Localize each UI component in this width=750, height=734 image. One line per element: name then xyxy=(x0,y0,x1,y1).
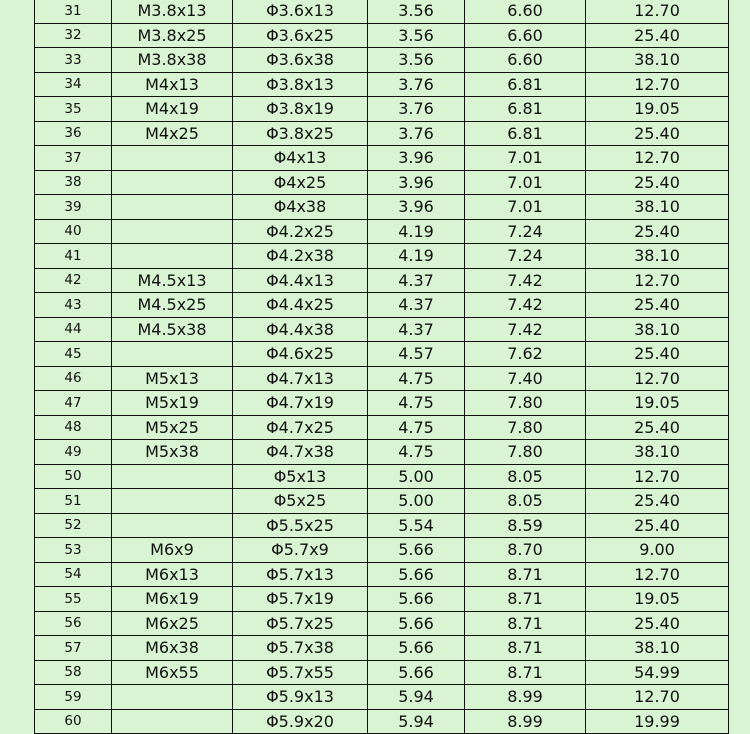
diameter-size-cell: Φ5.7x19 xyxy=(233,587,368,612)
table-row xyxy=(35,48,729,73)
metric-size-cell xyxy=(112,464,233,489)
inner-diameter-cell: 5.66 xyxy=(368,636,465,661)
length-cell: 25.40 xyxy=(586,121,729,146)
diameter-size-cell: Φ5x13 xyxy=(233,464,368,489)
inner-diameter-cell: 5.66 xyxy=(368,562,465,587)
outer-diameter-cell: 7.01 xyxy=(465,146,586,171)
length-cell: 12.70 xyxy=(586,562,729,587)
metric-size-cell: M5x38 xyxy=(112,440,233,465)
outer-diameter-cell: 8.71 xyxy=(465,611,586,636)
row-number-cell: 60 xyxy=(35,709,112,734)
length-cell: 54.99 xyxy=(586,660,729,685)
inner-diameter-cell: 3.56 xyxy=(368,23,465,48)
length-cell: 38.10 xyxy=(586,317,729,342)
length-cell: 25.40 xyxy=(586,293,729,318)
inner-diameter-cell: 5.94 xyxy=(368,685,465,710)
outer-diameter-cell: 7.42 xyxy=(465,317,586,342)
metric-size-cell: M3.8x25 xyxy=(112,23,233,48)
length-cell: 19.05 xyxy=(586,587,729,612)
metric-size-cell xyxy=(112,342,233,367)
length-cell: 25.40 xyxy=(586,611,729,636)
table-row xyxy=(35,415,729,440)
outer-diameter-cell: 7.42 xyxy=(465,268,586,293)
length-cell: 19.05 xyxy=(586,97,729,122)
length-cell: 19.05 xyxy=(586,391,729,416)
table-row xyxy=(35,440,729,465)
length-cell: 38.10 xyxy=(586,440,729,465)
outer-diameter-cell: 8.05 xyxy=(465,464,586,489)
row-number-cell: 42 xyxy=(35,268,112,293)
inner-diameter-cell: 5.00 xyxy=(368,489,465,514)
metric-size-cell: M4x19 xyxy=(112,97,233,122)
row-number-cell: 43 xyxy=(35,293,112,318)
inner-diameter-cell: 4.75 xyxy=(368,366,465,391)
length-cell: 12.70 xyxy=(586,464,729,489)
length-cell: 12.70 xyxy=(586,0,729,23)
length-cell: 9.00 xyxy=(586,538,729,563)
metric-size-cell xyxy=(112,219,233,244)
inner-diameter-cell: 3.76 xyxy=(368,72,465,97)
inner-diameter-cell: 3.76 xyxy=(368,97,465,122)
metric-size-cell: M3.8x38 xyxy=(112,48,233,73)
length-cell: 38.10 xyxy=(586,195,729,220)
diameter-size-cell: Φ4.7x25 xyxy=(233,415,368,440)
outer-diameter-cell: 7.01 xyxy=(465,195,586,220)
table-row xyxy=(35,538,729,563)
diameter-size-cell: Φ5.9x13 xyxy=(233,685,368,710)
metric-size-cell xyxy=(112,170,233,195)
diameter-size-cell: Φ5.9x20 xyxy=(233,709,368,734)
inner-diameter-cell: 5.00 xyxy=(368,464,465,489)
size-table-body xyxy=(35,0,729,734)
outer-diameter-cell: 8.71 xyxy=(465,636,586,661)
row-number-cell: 50 xyxy=(35,464,112,489)
diameter-size-cell: Φ4.2x25 xyxy=(233,219,368,244)
length-cell: 12.70 xyxy=(586,685,729,710)
table-row xyxy=(35,464,729,489)
outer-diameter-cell: 7.24 xyxy=(465,219,586,244)
diameter-size-cell: Φ4x38 xyxy=(233,195,368,220)
outer-diameter-cell: 8.70 xyxy=(465,538,586,563)
outer-diameter-cell: 7.01 xyxy=(465,170,586,195)
inner-diameter-cell: 4.37 xyxy=(368,268,465,293)
metric-size-cell: M6x19 xyxy=(112,587,233,612)
length-cell: 12.70 xyxy=(586,268,729,293)
length-cell: 25.40 xyxy=(586,23,729,48)
inner-diameter-cell: 5.66 xyxy=(368,538,465,563)
table-row xyxy=(35,170,729,195)
inner-diameter-cell: 3.96 xyxy=(368,170,465,195)
diameter-size-cell: Φ5x25 xyxy=(233,489,368,514)
outer-diameter-cell: 6.81 xyxy=(465,97,586,122)
table-row xyxy=(35,660,729,685)
table-row xyxy=(35,219,729,244)
table-row xyxy=(35,195,729,220)
metric-size-cell: M6x55 xyxy=(112,660,233,685)
metric-size-cell xyxy=(112,685,233,710)
row-number-cell: 36 xyxy=(35,121,112,146)
inner-diameter-cell: 4.37 xyxy=(368,317,465,342)
diameter-size-cell: Φ4.4x13 xyxy=(233,268,368,293)
table-row xyxy=(35,636,729,661)
table-row xyxy=(35,293,729,318)
length-cell: 25.40 xyxy=(586,415,729,440)
row-number-cell: 46 xyxy=(35,366,112,391)
metric-size-cell: M3.8x13 xyxy=(112,0,233,23)
row-number-cell: 52 xyxy=(35,513,112,538)
inner-diameter-cell: 5.66 xyxy=(368,587,465,612)
inner-diameter-cell: 3.96 xyxy=(368,195,465,220)
table-row xyxy=(35,72,729,97)
row-number-cell: 47 xyxy=(35,391,112,416)
inner-diameter-cell: 5.94 xyxy=(368,709,465,734)
diameter-size-cell: Φ4.7x13 xyxy=(233,366,368,391)
table-row xyxy=(35,587,729,612)
diameter-size-cell: Φ4.7x19 xyxy=(233,391,368,416)
row-number-cell: 44 xyxy=(35,317,112,342)
metric-size-cell xyxy=(112,146,233,171)
inner-diameter-cell: 3.56 xyxy=(368,0,465,23)
table-row xyxy=(35,317,729,342)
metric-size-cell: M6x9 xyxy=(112,538,233,563)
metric-size-cell: M5x25 xyxy=(112,415,233,440)
row-number-cell: 53 xyxy=(35,538,112,563)
metric-size-cell: M4.5x38 xyxy=(112,317,233,342)
table-row xyxy=(35,244,729,269)
outer-diameter-cell: 7.62 xyxy=(465,342,586,367)
length-cell: 38.10 xyxy=(586,48,729,73)
row-number-cell: 41 xyxy=(35,244,112,269)
inner-diameter-cell: 3.56 xyxy=(368,48,465,73)
outer-diameter-cell: 7.80 xyxy=(465,415,586,440)
length-cell: 12.70 xyxy=(586,72,729,97)
table-row xyxy=(35,342,729,367)
row-number-cell: 49 xyxy=(35,440,112,465)
row-number-cell: 51 xyxy=(35,489,112,514)
metric-size-cell xyxy=(112,489,233,514)
outer-diameter-cell: 8.71 xyxy=(465,562,586,587)
row-number-cell: 59 xyxy=(35,685,112,710)
inner-diameter-cell: 4.75 xyxy=(368,440,465,465)
table-row xyxy=(35,366,729,391)
table-row xyxy=(35,121,729,146)
inner-diameter-cell: 3.76 xyxy=(368,121,465,146)
outer-diameter-cell: 8.59 xyxy=(465,513,586,538)
diameter-size-cell: Φ4x25 xyxy=(233,170,368,195)
diameter-size-cell: Φ3.6x38 xyxy=(233,48,368,73)
diameter-size-cell: Φ3.6x25 xyxy=(233,23,368,48)
length-cell: 38.10 xyxy=(586,636,729,661)
row-number-cell: 40 xyxy=(35,219,112,244)
row-number-cell: 34 xyxy=(35,72,112,97)
metric-size-cell: M4x25 xyxy=(112,121,233,146)
inner-diameter-cell: 5.66 xyxy=(368,611,465,636)
row-number-cell: 55 xyxy=(35,587,112,612)
length-cell: 38.10 xyxy=(586,244,729,269)
inner-diameter-cell: 4.75 xyxy=(368,415,465,440)
outer-diameter-cell: 7.42 xyxy=(465,293,586,318)
diameter-size-cell: Φ5.5x25 xyxy=(233,513,368,538)
inner-diameter-cell: 5.66 xyxy=(368,660,465,685)
row-number-cell: 32 xyxy=(35,23,112,48)
length-cell: 12.70 xyxy=(586,146,729,171)
table-row xyxy=(35,391,729,416)
outer-diameter-cell: 6.81 xyxy=(465,72,586,97)
length-cell: 19.99 xyxy=(586,709,729,734)
outer-diameter-cell: 6.60 xyxy=(465,0,586,23)
inner-diameter-cell: 4.37 xyxy=(368,293,465,318)
outer-diameter-cell: 6.60 xyxy=(465,23,586,48)
length-cell: 25.40 xyxy=(586,489,729,514)
table-row xyxy=(35,0,729,23)
row-number-cell: 31 xyxy=(35,0,112,23)
diameter-size-cell: Φ3.8x25 xyxy=(233,121,368,146)
metric-size-cell xyxy=(112,195,233,220)
outer-diameter-cell: 6.60 xyxy=(465,48,586,73)
length-cell: 25.40 xyxy=(586,342,729,367)
length-cell: 25.40 xyxy=(586,513,729,538)
row-number-cell: 33 xyxy=(35,48,112,73)
metric-size-cell: M4.5x25 xyxy=(112,293,233,318)
diameter-size-cell: Φ5.7x9 xyxy=(233,538,368,563)
diameter-size-cell: Φ5.7x38 xyxy=(233,636,368,661)
inner-diameter-cell: 4.57 xyxy=(368,342,465,367)
diameter-size-cell: Φ5.7x55 xyxy=(233,660,368,685)
row-number-cell: 39 xyxy=(35,195,112,220)
table-row xyxy=(35,513,729,538)
outer-diameter-cell: 8.99 xyxy=(465,709,586,734)
metric-size-cell xyxy=(112,244,233,269)
table-row xyxy=(35,562,729,587)
row-number-cell: 57 xyxy=(35,636,112,661)
diameter-size-cell: Φ4x13 xyxy=(233,146,368,171)
metric-size-cell: M6x25 xyxy=(112,611,233,636)
outer-diameter-cell: 7.80 xyxy=(465,440,586,465)
outer-diameter-cell: 8.71 xyxy=(465,587,586,612)
table-row xyxy=(35,268,729,293)
length-cell: 12.70 xyxy=(586,366,729,391)
row-number-cell: 54 xyxy=(35,562,112,587)
outer-diameter-cell: 6.81 xyxy=(465,121,586,146)
row-number-cell: 45 xyxy=(35,342,112,367)
diameter-size-cell: Φ4.7x38 xyxy=(233,440,368,465)
metric-size-cell xyxy=(112,513,233,538)
table-row xyxy=(35,146,729,171)
inner-diameter-cell: 3.96 xyxy=(368,146,465,171)
table-row xyxy=(35,489,729,514)
inner-diameter-cell: 4.75 xyxy=(368,391,465,416)
row-number-cell: 58 xyxy=(35,660,112,685)
diameter-size-cell: Φ5.7x25 xyxy=(233,611,368,636)
inner-diameter-cell: 4.19 xyxy=(368,219,465,244)
diameter-size-cell: Φ3.8x19 xyxy=(233,97,368,122)
diameter-size-cell: Φ4.4x25 xyxy=(233,293,368,318)
metric-size-cell: M6x13 xyxy=(112,562,233,587)
diameter-size-cell: Φ4.2x38 xyxy=(233,244,368,269)
outer-diameter-cell: 8.99 xyxy=(465,685,586,710)
table-row xyxy=(35,97,729,122)
length-cell: 25.40 xyxy=(586,170,729,195)
diameter-size-cell: Φ5.7x13 xyxy=(233,562,368,587)
row-number-cell: 38 xyxy=(35,170,112,195)
metric-size-cell: M5x19 xyxy=(112,391,233,416)
outer-diameter-cell: 7.80 xyxy=(465,391,586,416)
length-cell: 25.40 xyxy=(586,219,729,244)
outer-diameter-cell: 7.24 xyxy=(465,244,586,269)
outer-diameter-cell: 8.71 xyxy=(465,660,586,685)
table-row xyxy=(35,685,729,710)
metric-size-cell: M6x38 xyxy=(112,636,233,661)
row-number-cell: 56 xyxy=(35,611,112,636)
table-row xyxy=(35,611,729,636)
outer-diameter-cell: 8.05 xyxy=(465,489,586,514)
inner-diameter-cell: 4.19 xyxy=(368,244,465,269)
table-row xyxy=(35,23,729,48)
metric-size-cell: M4x13 xyxy=(112,72,233,97)
diameter-size-cell: Φ3.8x13 xyxy=(233,72,368,97)
outer-diameter-cell: 7.40 xyxy=(465,366,586,391)
row-number-cell: 37 xyxy=(35,146,112,171)
diameter-size-cell: Φ4.4x38 xyxy=(233,317,368,342)
diameter-size-cell: Φ4.6x25 xyxy=(233,342,368,367)
inner-diameter-cell: 5.54 xyxy=(368,513,465,538)
size-table xyxy=(34,0,729,734)
row-number-cell: 35 xyxy=(35,97,112,122)
diameter-size-cell: Φ3.6x13 xyxy=(233,0,368,23)
metric-size-cell: M5x13 xyxy=(112,366,233,391)
row-number-cell: 48 xyxy=(35,415,112,440)
metric-size-cell: M4.5x13 xyxy=(112,268,233,293)
